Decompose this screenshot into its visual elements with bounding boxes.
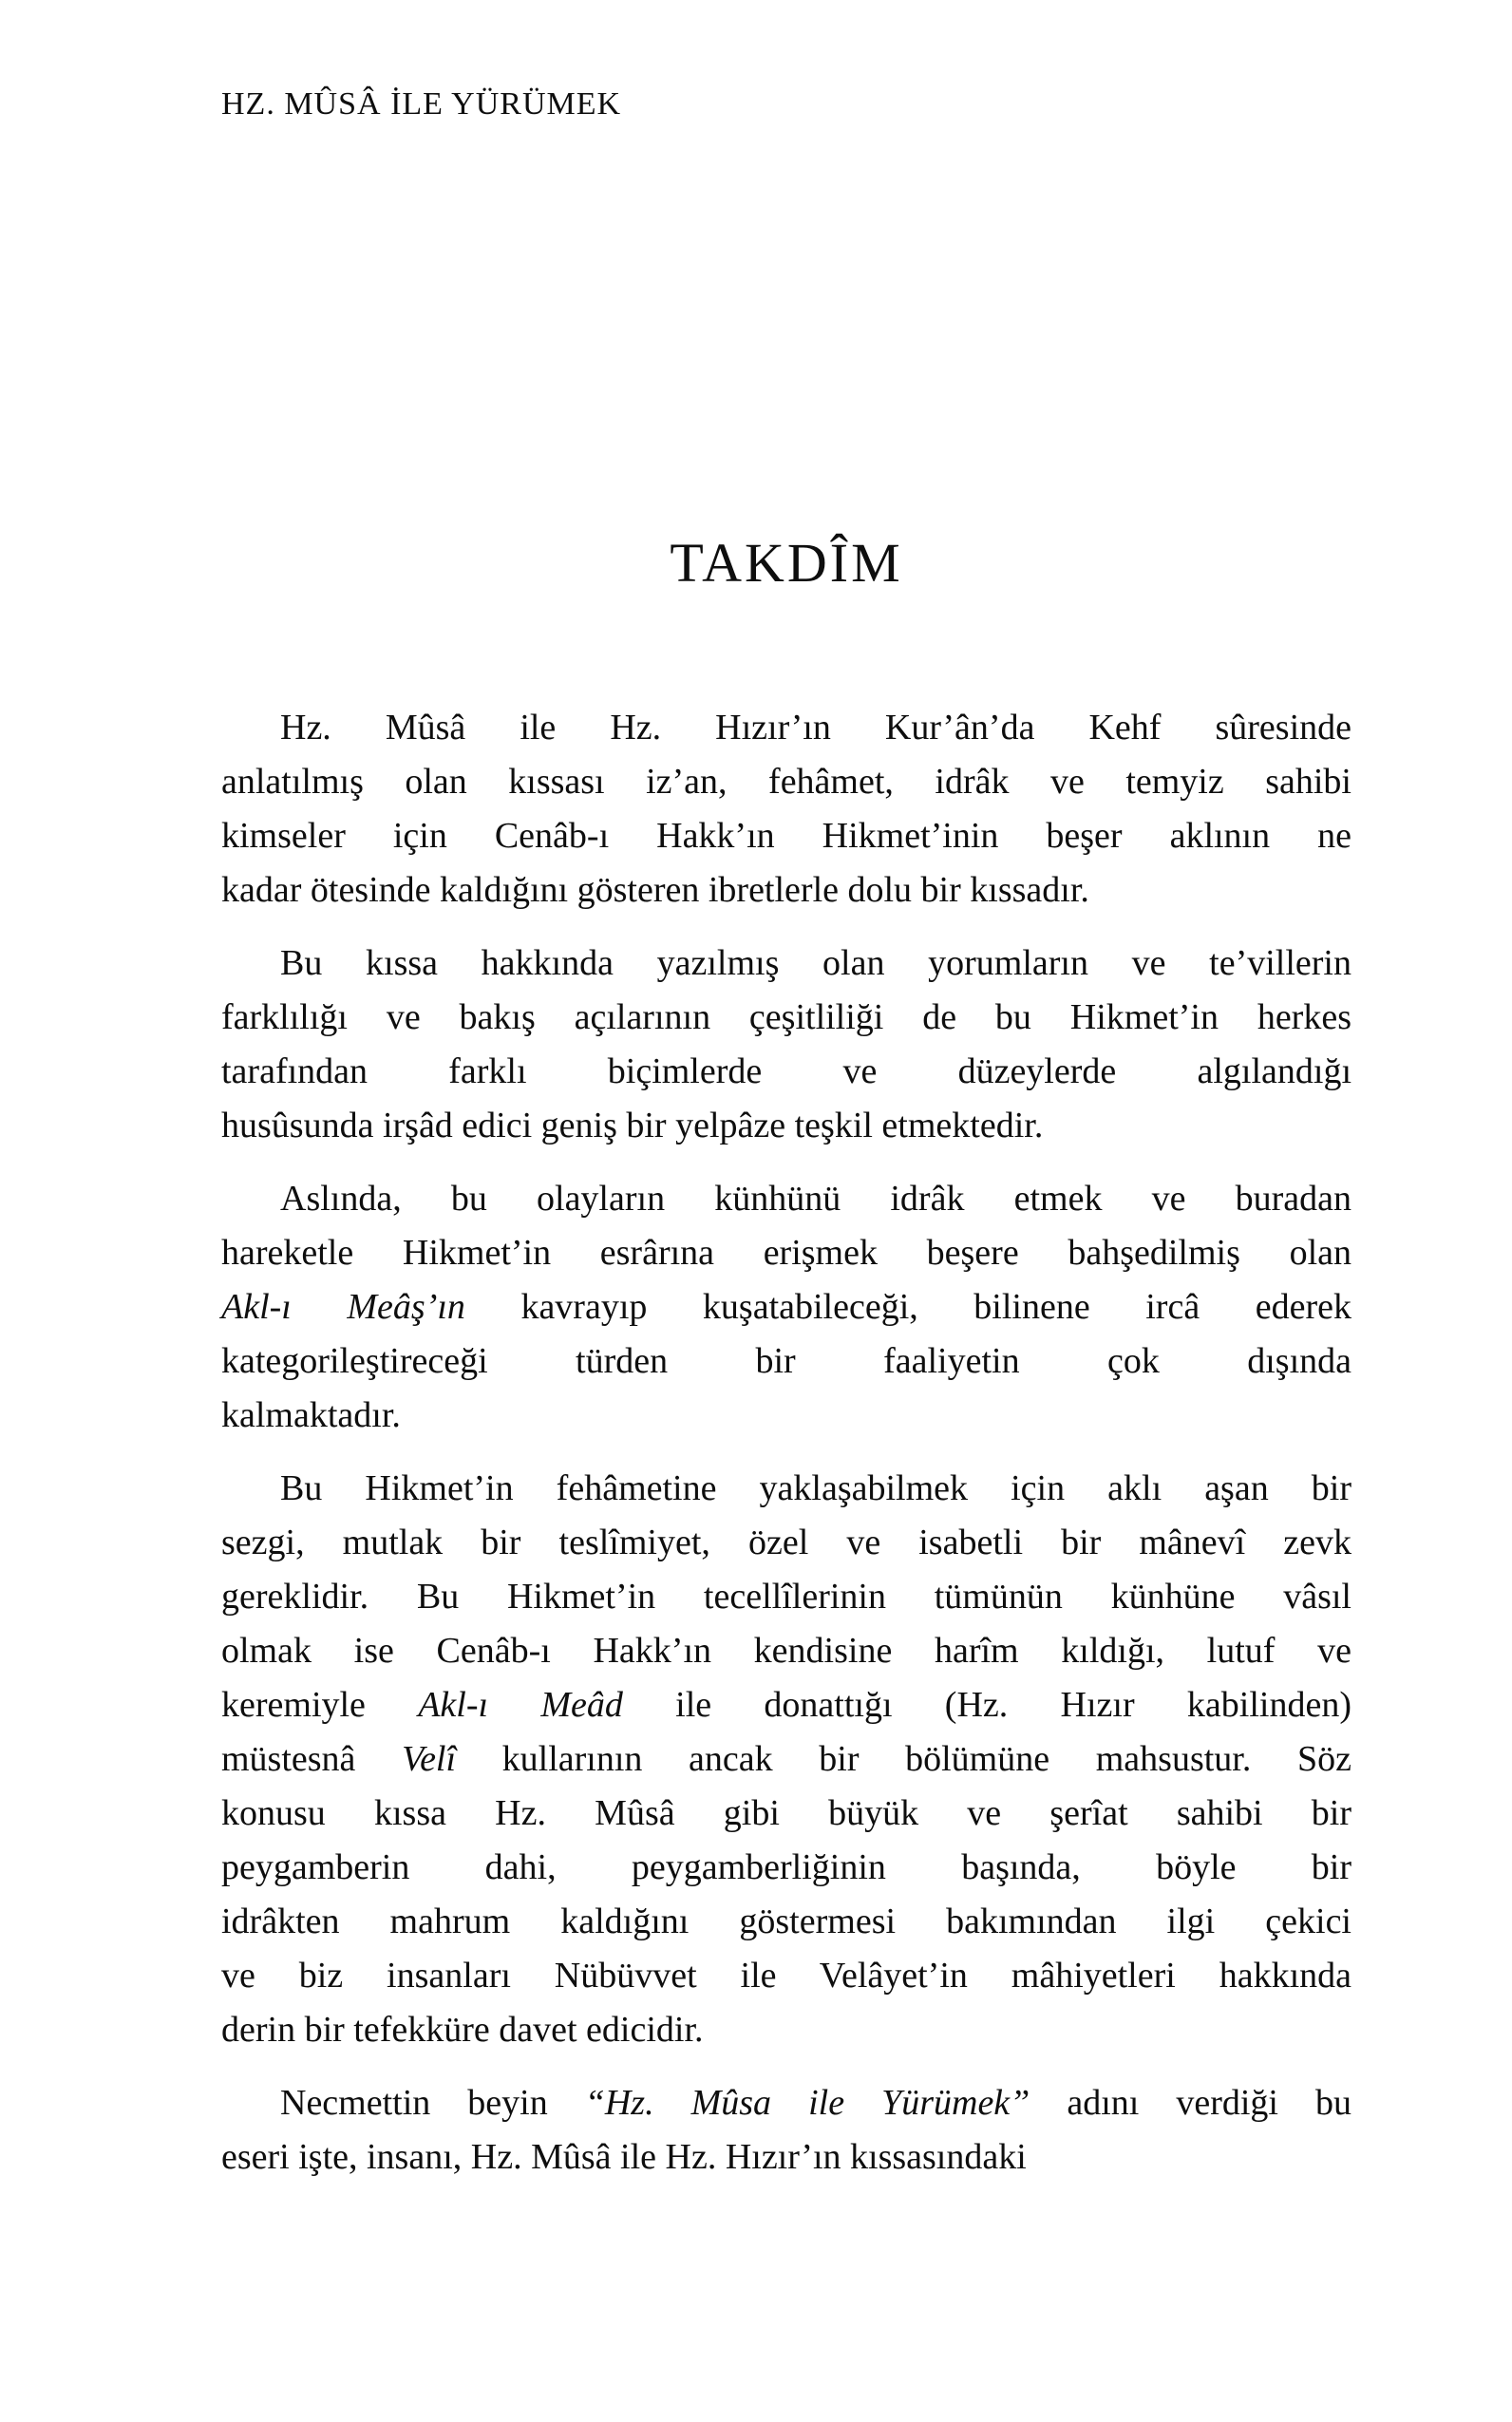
- text-run: kategorileştireceği türden bir faaliyetin çok dışında: [221, 1341, 1351, 1381]
- text-line: [221, 1099, 1351, 1153]
- text-line: [221, 755, 1351, 809]
- text-run: gereklidir. Bu Hikmet’in tecellîlerinin tümünün künhüne vâsıl: [221, 1577, 1351, 1617]
- text-run: kadar ötesinde kaldığını gösteren ibretlerle dolu bir kıssadır.: [221, 870, 1089, 910]
- text-line: [221, 1949, 1351, 2003]
- text-line: [221, 937, 1351, 991]
- text-line: [221, 1172, 1351, 1226]
- text-line: [221, 1045, 1351, 1099]
- text-run: adını verdiği bu: [1030, 2083, 1351, 2123]
- text-run: tarafından farklı biçimlerde ve düzeylerde algılandığı: [221, 1051, 1351, 1091]
- italic-phrase: “Hz. Mûsa ile Yürümek”: [584, 2083, 1030, 2123]
- text-run: idrâkten mahrum kaldığını göstermesi bakımından ilgi çekici: [221, 1902, 1351, 1941]
- text-line: [221, 1334, 1351, 1389]
- text-run: husûsunda irşâd edici geniş bir yelpâze teşkil etmektedir.: [221, 1106, 1044, 1145]
- text-run: keremiyle: [221, 1685, 419, 1725]
- text-run: sezgi, mutlak bir teslîmiyet, özel ve isabetli bir mânevî zevk: [221, 1523, 1351, 1562]
- text-run: Bu Hikmet’in fehâmetine yaklaşabilmek için aklı aşan bir: [280, 1468, 1351, 1508]
- text-run: konusu kıssa Hz. Mûsâ gibi büyük ve şerîat sahibi bir: [221, 1793, 1351, 1833]
- text-line: [221, 701, 1351, 755]
- text-line: [221, 1280, 1351, 1334]
- text-run: hareketle Hikmet’in esrârına erişmek beşere bahşedilmiş olan: [221, 1233, 1351, 1273]
- text-line: [221, 1678, 1351, 1732]
- text-run: ile donattığı (Hz. Hızır kabilinden): [622, 1685, 1351, 1725]
- text-line: [221, 1516, 1351, 1570]
- text-line: [221, 1895, 1351, 1949]
- text-line: [221, 2076, 1351, 2130]
- text-run: derin bir tefekküre davet edicidir.: [221, 2010, 704, 2050]
- italic-phrase: Velî: [402, 1739, 457, 1779]
- running-header: HZ. MÛSÂ İLE YÜRÜMEK: [221, 86, 622, 122]
- text-run: eseri işte, insanı, Hz. Mûsâ ile Hz. Hızır’ın kıssasındaki: [221, 2137, 1027, 2177]
- text-line: [221, 2003, 1351, 2057]
- text-line: [221, 2130, 1351, 2185]
- text-run: Bu kıssa hakkında yazılmış olan yorumların ve te’villerin: [280, 943, 1351, 983]
- text-run: anlatılmış olan kıssası iz’an, fehâmet, idrâk ve temyiz sahibi: [221, 762, 1351, 802]
- text-line: [221, 1841, 1351, 1895]
- text-line: [221, 1462, 1351, 1516]
- paragraph: [221, 1172, 1351, 1443]
- text-line: [221, 1732, 1351, 1787]
- text-run: müstesnâ: [221, 1739, 403, 1779]
- text-run: Hz. Mûsâ ile Hz. Hızır’ın Kur’ân’da Kehf sûresinde: [280, 708, 1351, 747]
- italic-phrase: Akl-ı Meâd: [418, 1685, 623, 1725]
- paragraph: [221, 701, 1351, 918]
- text-line: [221, 991, 1351, 1045]
- text-run: Aslında, bu olayların künhünü idrâk etmek ve buradan: [280, 1179, 1351, 1219]
- chapter-title: TAKDÎM: [670, 532, 903, 594]
- body-text: [221, 701, 1351, 2185]
- text-run: peygamberin dahi, peygamberliğinin başında, böyle bir: [221, 1847, 1351, 1887]
- text-run: olmak ise Cenâb-ı Hakk’ın kendisine harîm kıldığı, lutuf ve: [221, 1631, 1351, 1671]
- paragraph: [221, 2076, 1351, 2185]
- italic-phrase: Akl-ı Meâş’ın: [221, 1287, 465, 1327]
- paragraph: [221, 937, 1351, 1153]
- text-run: Necmettin beyin: [280, 2083, 585, 2123]
- text-run: kavrayıp kuşatabileceği, bilinene ircâ ederek: [464, 1287, 1351, 1327]
- text-line: [221, 1389, 1351, 1443]
- text-line: [221, 1570, 1351, 1624]
- text-line: [221, 809, 1351, 863]
- text-line: [221, 863, 1351, 918]
- text-line: [221, 1624, 1351, 1678]
- text-run: ve biz insanları Nübüvvet ile Velâyet’in mâhiyetleri hakkında: [221, 1956, 1351, 1996]
- text-run: farklılığı ve bakış açılarının çeşitliliği de bu Hikmet’in herkes: [221, 997, 1351, 1037]
- text-run: kimseler için Cenâb-ı Hakk’ın Hikmet’inin beşer aklının ne: [221, 816, 1351, 856]
- paragraph: [221, 1462, 1351, 2057]
- text-line: [221, 1787, 1351, 1841]
- text-line: [221, 1226, 1351, 1280]
- text-run: kalmaktadır.: [221, 1395, 401, 1435]
- text-run: kullarının ancak bir bölümüne mahsustur. Söz: [456, 1739, 1351, 1779]
